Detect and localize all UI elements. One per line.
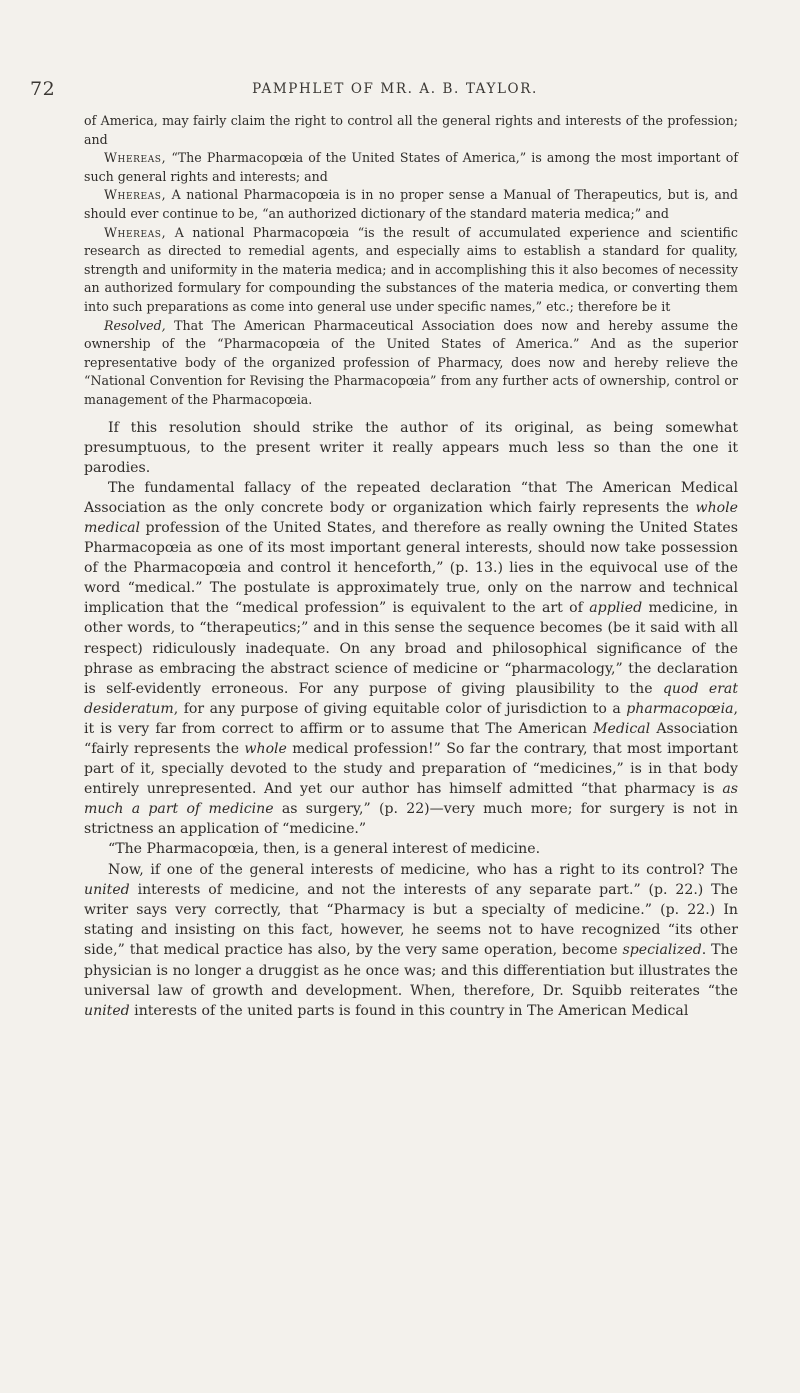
paragraph-text: profession of the United States, and therefore as really owning the United States Pharmacopœia as one of its most important general interests, should now take possession of the Pharmacopœia and control it henceforth,” (p. 13.) lies in the equivocal use of the word “medical.” The postulate is approximately true, only on the narrow and technical implication that the “medical profession” is equivalent to the art of — [84, 519, 738, 617]
whereas-text: A national Pharmacopœia “is the result of accumulated experience and scientific research as directed to remedial agents, and especially aims to establish a standard for quality, strength and uniformity in the materia medica; and in accomplishing this it also becomes of necessity an authorized formulary for compounding the substances of the materia medica, or converting them into such preparations as come into general use under specific names,” etc.; therefore be it — [84, 224, 738, 314]
emphasis: quod erat desideratum — [84, 680, 738, 717]
emphasis: Medical — [593, 720, 651, 737]
paragraph-2 — [84, 478, 738, 840]
paragraph-text: medicine, in other words, to “therapeutics;” and in this sense the sequence becomes (be it said with all respect) ridiculously inadequate. On any broad and philosophical significance of the phrase as embracing the abstract science of medicine or “pharmacology,” the declaration is self-evidently erroneous. For any purpose of giving plausibility to the — [84, 600, 738, 697]
emphasis: united — [84, 881, 130, 898]
page-number: 72 — [30, 78, 56, 100]
whereas-clause-2 — [84, 186, 738, 223]
resolution-continuation — [84, 112, 738, 149]
emphasis: specialized — [622, 942, 702, 959]
paragraph-text: , it is very far from correct to affirm or to assume that The American — [84, 700, 738, 737]
paragraph-4 — [84, 860, 738, 1022]
whereas-clause-1 — [84, 149, 738, 186]
paragraph-text: as surgery,” (p. 22)—very much more; for surgery is not in strictness an application of “medicine.” — [84, 801, 738, 838]
page-header — [30, 78, 760, 102]
paragraph-text: “The Pharmacopœia, then, is a general interest of medicine. — [108, 841, 541, 858]
running-head: PAMPHLET OF MR. A. B. TAYLOR. — [252, 81, 538, 97]
paragraph-text: Association “fairly represents the — [84, 720, 738, 757]
paragraph-3 — [84, 839, 738, 859]
emphasis: as much a part of medicine — [84, 781, 738, 818]
paragraph-text: The fundamental fallacy of the repeated declaration “that The American Medical Association as the only concrete body or organization which fairly represents the — [84, 479, 738, 516]
whereas-text: A national Pharmacopœia is in no proper sense a Manual of Therapeutics, but is, and should ever continue to be, “an authorized dictionary of the standard materia medica;” and — [84, 187, 738, 221]
emphasis: pharmacopœia — [626, 700, 734, 717]
whereas-lead: Whereas, — [104, 187, 167, 203]
paragraph-text: interests of the united parts is found in this country in The American Medical — [129, 1002, 689, 1019]
paragraph-text: , for any purpose of giving equitable color of jurisdiction to a — [173, 700, 627, 717]
paragraph-text: Now, if one of the general interests of medicine, who has a right to its control? The — [108, 861, 738, 878]
emphasis: applied — [589, 600, 643, 617]
resolved-lead: Resolved, — [104, 317, 166, 333]
emphasis: united — [84, 1002, 130, 1019]
whereas-clause-3 — [84, 224, 738, 317]
whereas-lead: Whereas, — [104, 224, 167, 240]
resolved-clause — [84, 317, 738, 410]
paragraph-1 — [84, 418, 738, 478]
resolved-text: That The American Pharmaceutical Association does now and hereby assume the ownership of the “Pharmacopœia of the United States of America.” And as the superior representative body of the organized profession of Pharmacy, does now and hereby relieve the “National Convention for Revising the Pharmacopœia” from any further acts of ownership, control or management of the Pharmacopœia. — [84, 317, 738, 407]
whereas-lead: Whereas, — [104, 150, 167, 166]
paragraph-text: If this resolution should strike the author of its original, as being somewhat presumptuous, to the present writer it really appears much less so than the one it parodies. — [84, 419, 738, 476]
body-text — [84, 112, 738, 1021]
paragraph-text: medical profession!” So far the contrary, that most important part of it, specially devoted to the study and preparation of “medicines,” is in that body entirely unrepresented. And yet our author has himself admitted “that pharmacy is — [84, 741, 738, 798]
emphasis: whole medical — [84, 499, 738, 536]
paragraph-text: interests of medicine, and not the interests of any separate part.” (p. 22.) The writer says very correctly, that “Pharmacy is but a specialty of medicine.” (p. 22.) In stating and insisting on this fact, however, he seems not to have recognized “its other side,” that medical practice has also, by the very same operation, become — [84, 881, 738, 959]
emphasis: whole — [244, 741, 287, 757]
whereas-text: “The Pharmacopœia of the United States of America,” is among the most important of such general rights and interests; and — [84, 150, 738, 184]
spacer — [84, 410, 738, 418]
paragraph-text: . The physician is no longer a druggist as he once was; and this differentiation but illustrates the universal law of growth and development. When, therefore, Dr. Squibb reiterates “the — [84, 942, 738, 999]
resolution-text: of America, may fairly claim the right to control all the general rights and interests of the profession; and — [84, 113, 738, 147]
